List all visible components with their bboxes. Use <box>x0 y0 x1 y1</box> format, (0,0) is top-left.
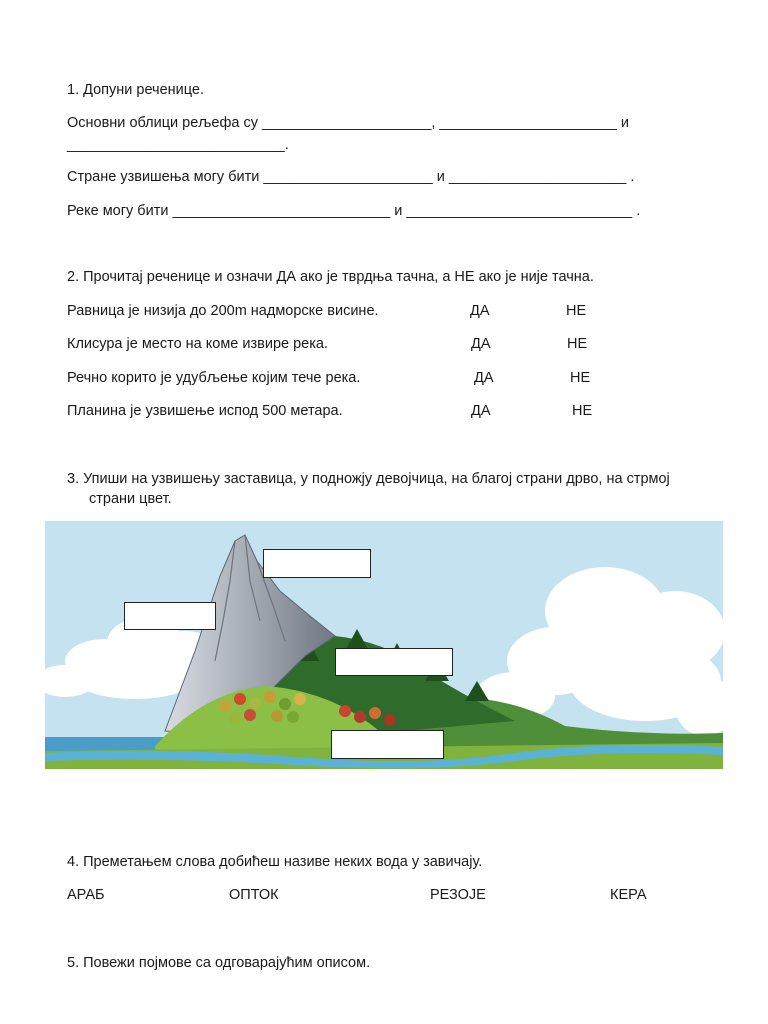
q2-no-option[interactable]: НЕ <box>570 370 591 386</box>
q2-no-option[interactable]: НЕ <box>567 336 588 352</box>
label-box-girl[interactable] <box>331 730 444 759</box>
q1-line-relief-forms-cont: ___________________________. <box>67 137 289 153</box>
q4-word: ОПТОК <box>229 887 279 903</box>
q4-word: АРАБ <box>67 887 105 903</box>
q5-title: 5. Повежи појмове са одговарајућим описом. <box>67 955 371 971</box>
q2-title: 2. Прочитај реченице и означи ДА ако је тврдња тачна, а НЕ ако је није тачна. <box>67 269 594 285</box>
q1-line-relief-forms: Основни облици рељефа су _____________________, ______________________ и <box>67 115 629 131</box>
q4-title: 4. Преметањем слова добићеш називе неких вода у завичају. <box>67 854 483 870</box>
q2-no-option[interactable]: НЕ <box>572 403 593 419</box>
q3-title: 3. Упиши на узвишењу заставица, у подножју девојчица, на благој страни дрво, на стрмој <box>67 471 670 487</box>
q4-word: РЕЗОЈЕ <box>430 887 486 903</box>
q2-yes-option[interactable]: ДА <box>474 370 494 386</box>
landscape-illustration <box>45 521 723 769</box>
label-box-flag[interactable] <box>263 549 371 578</box>
q1-title: 1. Допуни реченице. <box>67 82 205 98</box>
q2-statement: Планина је узвишење испод 500 метара. <box>67 403 343 419</box>
label-box-tree[interactable] <box>335 648 453 676</box>
q2-statement: Равница је низија до 200m надморске висине. <box>67 303 379 319</box>
q2-statement: Речно корито је удубљење којим тече река. <box>67 370 361 386</box>
q1-line-rivers: Реке могу бити ___________________________ и ____________________________ . <box>67 203 641 219</box>
q1-line-slopes: Стране узвишења могу бити _____________________ и ______________________ . <box>67 169 635 185</box>
q2-statement: Клисура је место на коме извире река. <box>67 336 328 352</box>
label-box-flower[interactable] <box>124 602 216 630</box>
q2-yes-option[interactable]: ДА <box>471 336 491 352</box>
q2-yes-option[interactable]: ДА <box>470 303 490 319</box>
q3-title-cont: страни цвет. <box>89 491 172 507</box>
q4-word: КЕРА <box>610 887 647 903</box>
q2-yes-option[interactable]: ДА <box>471 403 491 419</box>
q2-no-option[interactable]: НЕ <box>566 303 587 319</box>
